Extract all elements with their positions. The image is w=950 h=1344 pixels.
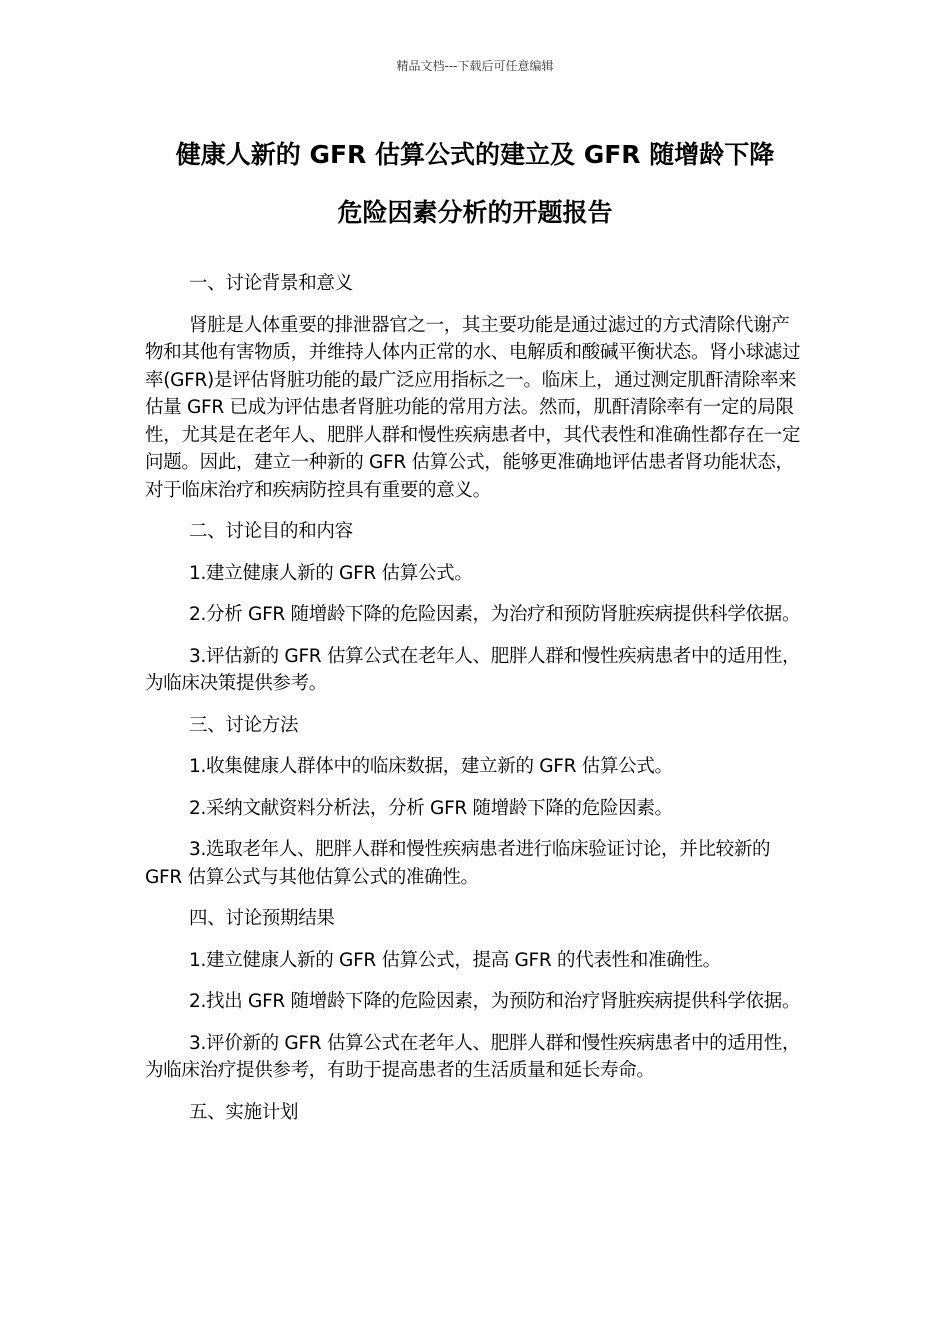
paragraph-background: 肾脏是人体重要的排泄器官之一，其主要功能是通过滤过的方式清除代谢产物和其他有害物质，并维持人体内正常的水、电解质和酸碱平衡状态。肾小球滤过率(GFR)是评估肾脏功能的最广泛应用指标之一。临床上，通过测定肌酐清除率来估量 GFR 已成为评估患者肾脏功能的常用方法。然而，肌酐清除率有一定的局限性，尤其是在老年人、肥胖人群和慢性疾病患者中，其代表性和准确性都存在一定问题。因此，建立一种新的 GFR 估算公式，能够更准确地评估患者肾功能状态，对于临床治疗和疾病防控具有重要的意义。 bbox=[145, 314, 801, 501]
method-item-2: 2.采纳文献资料分析法，分析 GFR 随增龄下降的危险因素。 bbox=[189, 797, 673, 819]
section-heading-background: 一、讨论背景和意义 bbox=[189, 273, 353, 294]
document-body bbox=[145, 270, 805, 1140]
section-heading-methods: 三、讨论方法 bbox=[189, 714, 299, 736]
method-item-3: 3.选取老年人、肥胖人群和慢性疾病患者进行临床验证讨论，并比较新的 GFR 估算公式与其他估算公式的准确性。 bbox=[145, 839, 771, 888]
document-title-line-1: 健康人新的 GFR 估算公式的建立及 GFR 随增龄下降 bbox=[175, 140, 775, 169]
method-item-1: 1.收集健康人群体中的临床数据，建立新的 GFR 估算公式。 bbox=[189, 756, 673, 777]
section-heading-objectives: 二、讨论目的和内容 bbox=[189, 521, 353, 542]
objective-item-1: 1.建立健康人新的 GFR 估算公式。 bbox=[189, 562, 473, 584]
result-item-2: 2.找出 GFR 随增龄下降的危险因素，为预防和治疗肾脏疾病提供科学依据。 bbox=[189, 991, 801, 1012]
result-item-3: 3.评价新的 GFR 估算公式在老年人、肥胖人群和慢性疾病患者中的适用性，为临床治疗提供参考，有助于提高患者的生活质量和延长寿命。 bbox=[145, 1032, 801, 1081]
objective-item-2: 2.分析 GFR 随增龄下降的危险因素，为治疗和预防肾脏疾病提供科学依据。 bbox=[189, 604, 801, 625]
document-title-line-2: 危险因素分析的开题报告 bbox=[337, 198, 613, 227]
result-item-1: 1.建立健康人新的 GFR 估算公式，提高 GFR 的代表性和准确性。 bbox=[189, 949, 721, 971]
objective-item-3: 3.评估新的 GFR 估算公式在老年人、肥胖人群和慢性疾病患者中的适用性，为临床决策提供参考。 bbox=[145, 645, 801, 694]
section-heading-expected-results: 四、讨论预期结果 bbox=[189, 908, 335, 929]
header-note: 精品文档---下载后可任意编辑 bbox=[396, 59, 554, 73]
section-heading-plan: 五、实施计划 bbox=[189, 1101, 299, 1123]
